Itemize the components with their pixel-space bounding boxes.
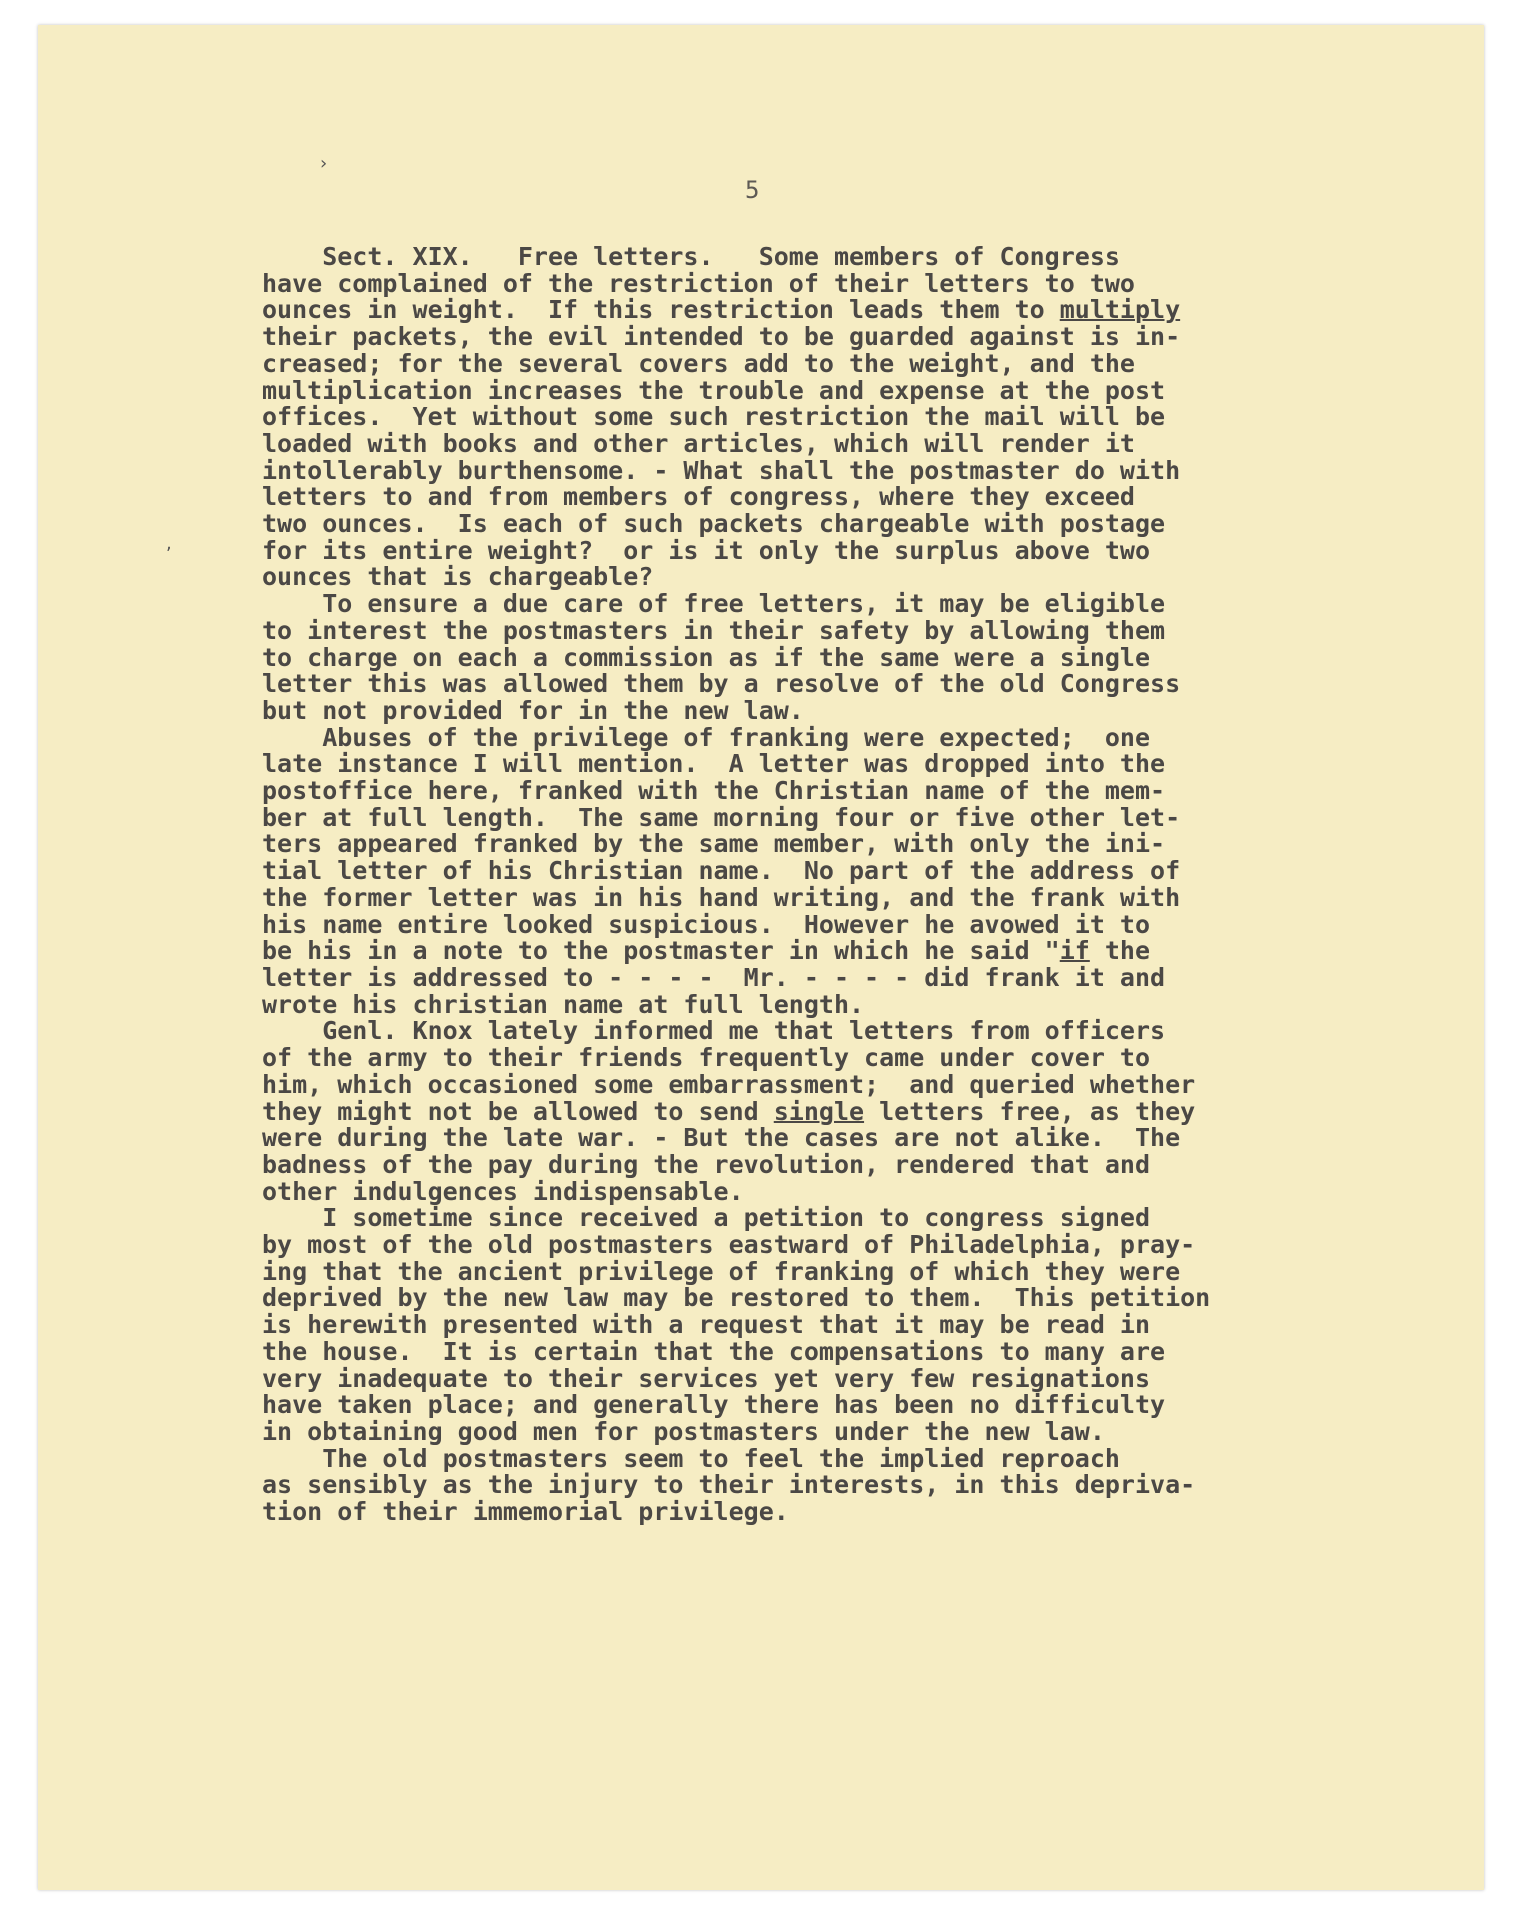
text-line [262,268,1352,298]
text-fragment: deprived by the new law may be restored to them. This petition [262,1283,1211,1313]
text-fragment: the house. It is certain that the compensations to many are [262,1336,1166,1366]
text-line [262,484,1352,511]
text-line [262,1336,1352,1366]
text-fragment: To ensure a due care of free letters, it may be eligible [262,589,1166,619]
text-line [262,1018,1352,1045]
text-line [262,831,1352,858]
text-fragment: their packets, the evil intended to be guarded against is in- [262,322,1181,352]
text-fragment: be his in a note to the postmaster in which he said " [262,936,1060,966]
underlined-word: single [773,1096,865,1126]
text-fragment: Genl. Knox lately informed me that letters from officers [262,1016,1166,1046]
text-line [262,1499,1352,1526]
text-line [262,802,1352,832]
text-fragment: tion of their immemorial privilege. [262,1497,789,1527]
text-line [262,1125,1352,1152]
text-fragment: postoffice here, franked with the Christian name of the mem- [262,776,1166,806]
text-line [262,751,1352,778]
text-fragment: offices. Yet without some such restriction the mail will be [262,402,1166,432]
text-line [262,1285,1352,1312]
page-number: 5 [745,176,760,204]
text-line [262,535,1352,565]
text-line [262,297,1352,324]
text-line [262,1416,1352,1446]
text-line [262,348,1352,378]
text-line [262,1392,1352,1419]
stray-mark: , [166,533,172,554]
text-line [262,1045,1352,1072]
text-line [262,428,1352,458]
text-fragment: two ounces. Is each of such packets chargeable with postage [262,509,1166,539]
text-line [262,455,1352,485]
text-fragment: The old postmasters seem to feel the implied reproach [262,1443,1120,1473]
text-line [262,695,1352,725]
text-fragment: but not provided for in the new law. [262,695,804,725]
text-fragment: ing that the ancient privilege of franking of which they were [262,1256,1181,1286]
text-line [262,1232,1352,1259]
text-fragment: badness of the pay during the revolution, rendered that and [262,1149,1151,1179]
text-fragment: have complained of the restriction of their letters to two [262,268,1135,298]
text-fragment: tial letter of his Christian name. No part of the address of [262,856,1181,886]
text-line [262,962,1352,992]
text-line [262,511,1352,538]
text-line [262,722,1352,752]
underlined-word: multiply [1059,295,1181,325]
text-line [262,1256,1352,1286]
text-fragment: of the army to their friends frequently came under cover to [262,1043,1151,1073]
text-fragment: letter this was allowed them by a resolve of the old Congress [262,669,1181,699]
text-fragment: ounces that is chargeable? [262,562,654,592]
text-line [262,564,1352,591]
text-fragment: letter is addressed to - - - - Mr. - - - - did frank it and [262,962,1166,992]
text-fragment: I sometime since received a petition to congress signed [262,1203,1151,1233]
text-line [262,882,1352,912]
text-line [262,989,1352,1019]
text-fragment: as sensibly as the injury to their interests, in this depriva- [262,1470,1196,1500]
text-fragment: late instance I will mention. A letter was dropped into the [262,749,1166,779]
text-line [262,591,1352,618]
underlined-word: if [1059,936,1090,966]
text-fragment: ters appeared franked by the same member, with only the ini- [262,829,1166,859]
stray-mark: › [320,153,328,174]
text-line [262,1176,1352,1206]
text-fragment: multiplication increases the trouble and expense at the post [262,375,1166,405]
text-line [262,1363,1352,1393]
text-line [262,244,1352,271]
text-line [262,671,1352,698]
text-line [262,909,1352,939]
text-fragment: in obtaining good men for postmasters under the new law. [262,1416,1105,1446]
text-line [262,1096,1352,1126]
text-fragment: they might not be allowed to send [262,1096,774,1126]
text-fragment: letters free, as they [864,1096,1196,1126]
text-fragment: by most of the old postmasters eastward of Philadelphia, pray- [262,1230,1196,1260]
text-line [262,375,1352,405]
text-fragment: is herewith presented with a request that it may be read in [262,1310,1151,1340]
text-fragment: to interest the postmasters in their safety by allowing them [262,615,1166,645]
text-line [262,1205,1352,1232]
text-fragment: Abuses of the privilege of franking were expected; one [262,722,1151,752]
text-line [262,778,1352,805]
text-line [262,938,1352,965]
text-fragment: intollerably burthensome. - What shall the postmaster do with [262,455,1181,485]
text-fragment: letters to and from members of congress, where they exceed [262,482,1135,512]
text-line [262,1443,1352,1473]
text-line [262,1472,1352,1499]
text-line [262,1312,1352,1339]
text-fragment: creased; for the several covers add to the weight, and the [262,348,1135,378]
text-fragment: to charge on each a commission as if the same were a single [262,642,1151,672]
text-line [262,642,1352,672]
text-fragment: were during the late war. - But the cases are not alike. The [262,1123,1181,1153]
text-fragment: for its entire weight? or is it only the surplus above two [262,535,1151,565]
text-fragment: loaded with books and other articles, which will render it [262,428,1135,458]
text-fragment: ounces in weight. If this restriction leads them to [262,295,1060,325]
text-fragment: wrote his christian name at full length. [262,989,865,1019]
text-line [262,615,1352,645]
text-line [262,324,1352,351]
text-fragment: very inadequate to their services yet very few resignations [262,1363,1151,1393]
text-fragment: other indulgences indispensable. [262,1176,744,1206]
text-fragment: ber at full length. The same morning four or five other let- [262,802,1181,832]
text-fragment: the former letter was in his hand writing, and the frank with [262,882,1181,912]
text-fragment: have taken place; and generally there has been no difficulty [262,1390,1166,1420]
text-line [262,1069,1352,1099]
text-fragment: him, which occasioned some embarrassment; and queried whether [262,1069,1196,1099]
text-line [262,858,1352,885]
text-fragment: Sect. XIX. Free letters. Some members of Congress [262,242,1120,271]
text-line [262,1149,1352,1179]
text-fragment: his name entire looked suspicious. However he avowed it to [262,909,1151,939]
letter-body [262,244,1352,1526]
text-fragment: the [1089,936,1151,966]
text-line [262,404,1352,431]
